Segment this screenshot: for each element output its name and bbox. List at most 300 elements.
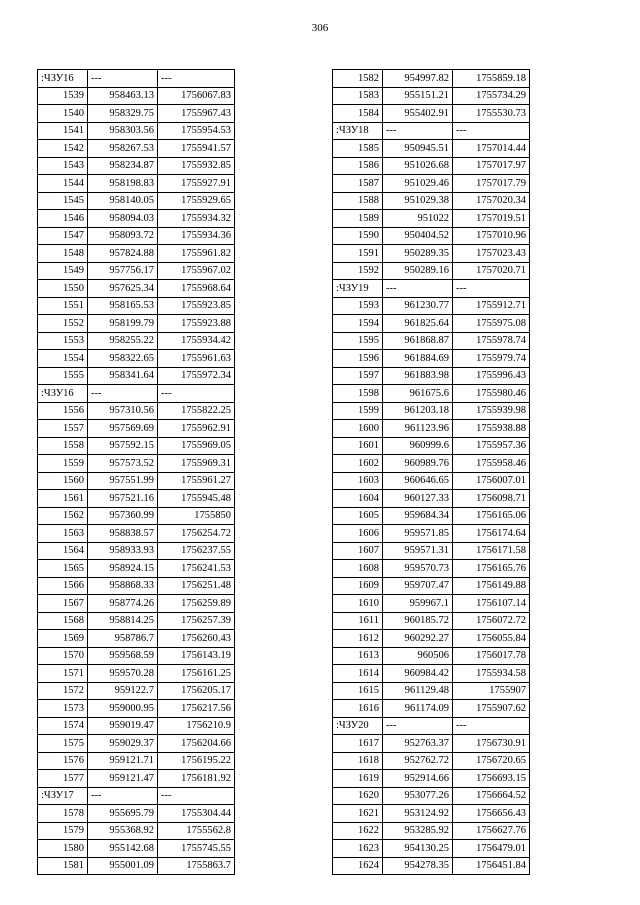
table-row [38,840,235,858]
y-cell: 1756479.01 [453,840,530,858]
point-number-cell: 1575 [38,735,88,753]
x-cell: 959967.1 [383,595,453,613]
point-number-cell: 1564 [38,542,88,560]
point-number-cell: 1608 [333,560,383,578]
y-cell: 1755967.43 [158,105,235,123]
x-cell: 953124.92 [383,805,453,823]
y-cell: 1756260.43 [158,630,235,648]
point-number-cell: 1588 [333,192,383,210]
x-cell: 951022 [383,210,453,228]
table-row [333,245,530,263]
table-row [38,437,235,455]
point-number-cell: 1582 [333,70,383,88]
y-cell: 1755938.88 [453,420,530,438]
x-cell: 959121.71 [88,752,158,770]
point-number-cell: 1546 [38,210,88,228]
table-row [333,525,530,543]
table-row [38,577,235,595]
x-cell: 957573.52 [88,455,158,473]
y-cell: 1755954.53 [158,122,235,140]
point-number-cell: 1583 [333,87,383,105]
table-row [333,822,530,840]
y-cell: 1755961.63 [158,350,235,368]
x-cell: 958924.15 [88,560,158,578]
y-cell: 1756007.01 [453,472,530,490]
y-cell: 1755939.98 [453,402,530,420]
point-number-cell: 1552 [38,315,88,333]
point-number-cell: 1562 [38,507,88,525]
point-number-cell: 1550 [38,280,88,298]
point-number-cell: 1606 [333,525,383,543]
x-cell: 958255.22 [88,332,158,350]
y-cell: 1755975.08 [453,315,530,333]
x-cell: 955402.91 [383,105,453,123]
point-number-cell: 1600 [333,420,383,438]
point-number-cell: 1612 [333,630,383,648]
point-number-cell: 1540 [38,105,88,123]
section-header-row [38,787,235,805]
section-header-row [333,280,530,298]
table-row [333,752,530,770]
x-cell: 950289.16 [383,262,453,280]
y-cell: --- [453,717,530,735]
x-cell: 957569.69 [88,420,158,438]
y-cell: 1755961.82 [158,245,235,263]
table-row [38,105,235,123]
y-cell: 1755907 [453,682,530,700]
x-cell: 960646.65 [383,472,453,490]
point-number-cell: 1555 [38,367,88,385]
y-cell: 1756181.92 [158,770,235,788]
table-row [38,770,235,788]
x-cell: 958093.72 [88,227,158,245]
x-cell: 961868.87 [383,332,453,350]
point-number-cell: 1596 [333,350,383,368]
point-number-cell: 1615 [333,682,383,700]
point-number-cell: 1601 [333,437,383,455]
point-number-cell: 1617 [333,735,383,753]
x-cell: 958868.33 [88,577,158,595]
point-number-cell: 1566 [38,577,88,595]
y-cell: 1757014.44 [453,140,530,158]
table-row [38,350,235,368]
section-label: :ЧЗУ17 [38,787,88,805]
x-cell: 959684.34 [383,507,453,525]
y-cell: 1756067.83 [158,87,235,105]
x-cell: 957592.15 [88,437,158,455]
coordinates-table-right [332,69,530,875]
point-number-cell: 1622 [333,822,383,840]
point-number-cell: 1559 [38,455,88,473]
table-row [38,822,235,840]
point-number-cell: 1574 [38,717,88,735]
table-row [333,315,530,333]
x-cell: 958786.7 [88,630,158,648]
x-cell: 960185.72 [383,612,453,630]
x-cell: 959000.95 [88,700,158,718]
point-number-cell: 1609 [333,577,383,595]
table-row [38,297,235,315]
x-cell: 961675.6 [383,385,453,403]
table-row [333,665,530,683]
y-cell: 1755822.25 [158,402,235,420]
x-cell: --- [383,280,453,298]
x-cell: 958774.26 [88,595,158,613]
table-row [333,507,530,525]
point-number-cell: 1554 [38,350,88,368]
table-row [38,630,235,648]
table-row [333,227,530,245]
point-number-cell: 1557 [38,420,88,438]
point-number-cell: 1589 [333,210,383,228]
x-cell: 957310.56 [88,402,158,420]
point-number-cell: 1585 [333,140,383,158]
x-cell: 955368.92 [88,822,158,840]
point-number-cell: 1570 [38,647,88,665]
y-cell: 1756210.9 [158,717,235,735]
point-number-cell: 1563 [38,525,88,543]
y-cell: 1757019.51 [453,210,530,228]
table-row [38,612,235,630]
x-cell: 950289.35 [383,245,453,263]
table-row [333,472,530,490]
y-cell: 1756055.84 [453,630,530,648]
y-cell: --- [453,122,530,140]
y-cell: 1757017.97 [453,157,530,175]
table-row [38,682,235,700]
table-row [38,472,235,490]
y-cell: 1755923.85 [158,297,235,315]
x-cell: 961883.98 [383,367,453,385]
point-number-cell: 1581 [38,857,88,875]
point-number-cell: 1553 [38,332,88,350]
x-cell: 958234.87 [88,157,158,175]
x-cell: 961884.69 [383,350,453,368]
x-cell: 959019.47 [88,717,158,735]
point-number-cell: 1568 [38,612,88,630]
x-cell: 957625.34 [88,280,158,298]
x-cell: 958341.64 [88,367,158,385]
y-cell: 1755934.42 [158,332,235,350]
table-row [333,612,530,630]
x-cell: 960999.6 [383,437,453,455]
y-cell: 1756143.19 [158,647,235,665]
table-row [333,735,530,753]
x-cell: 957756.17 [88,262,158,280]
point-number-cell: 1592 [333,262,383,280]
x-cell: 958303.56 [88,122,158,140]
point-number-cell: 1623 [333,840,383,858]
point-number-cell: 1605 [333,507,383,525]
y-cell: 1755957.36 [453,437,530,455]
point-number-cell: 1621 [333,805,383,823]
x-cell: 955151.21 [383,87,453,105]
y-cell: 1757023.43 [453,245,530,263]
table-row [333,455,530,473]
x-cell: 955142.68 [88,840,158,858]
table-row [333,70,530,88]
x-cell: 952763.37 [383,735,453,753]
point-number-cell: 1591 [333,245,383,263]
y-cell: 1755972.34 [158,367,235,385]
x-cell: 952762.72 [383,752,453,770]
table-row [38,507,235,525]
x-cell: 954997.82 [383,70,453,88]
point-number-cell: 1551 [38,297,88,315]
table-row [38,420,235,438]
table-row [38,192,235,210]
x-cell: --- [88,787,158,805]
point-number-cell: 1611 [333,612,383,630]
y-cell: 1756664.52 [453,787,530,805]
table-row [333,385,530,403]
y-cell: 1756072.72 [453,612,530,630]
x-cell: 957360.99 [88,507,158,525]
point-number-cell: 1580 [38,840,88,858]
x-cell: 958267.53 [88,140,158,158]
y-cell: 1757020.71 [453,262,530,280]
table-row [333,630,530,648]
point-number-cell: 1543 [38,157,88,175]
table-row [38,857,235,875]
point-number-cell: 1616 [333,700,383,718]
y-cell: --- [158,70,235,88]
y-cell: 1755979.74 [453,350,530,368]
table-row [333,367,530,385]
point-number-cell: 1549 [38,262,88,280]
x-cell: 961174.09 [383,700,453,718]
table-row [333,140,530,158]
table-row [38,717,235,735]
y-cell: 1755907.62 [453,700,530,718]
point-number-cell: 1569 [38,630,88,648]
point-number-cell: 1539 [38,87,88,105]
point-number-cell: 1599 [333,402,383,420]
y-cell: 1755958.46 [453,455,530,473]
point-number-cell: 1573 [38,700,88,718]
x-cell: 957824.88 [88,245,158,263]
y-cell: 1756241.53 [158,560,235,578]
y-cell: 1755745.55 [158,840,235,858]
x-cell: --- [88,70,158,88]
x-cell: 950404.52 [383,227,453,245]
point-number-cell: 1561 [38,490,88,508]
y-cell: 1755934.36 [158,227,235,245]
x-cell: 961203.18 [383,402,453,420]
table-row [38,455,235,473]
section-label: :ЧЗУ18 [333,122,383,140]
y-cell: 1755961.27 [158,472,235,490]
x-cell: 955695.79 [88,805,158,823]
section-label: :ЧЗУ19 [333,280,383,298]
point-number-cell: 1604 [333,490,383,508]
table-row [38,280,235,298]
table-row [333,262,530,280]
y-cell: 1755929.65 [158,192,235,210]
x-cell: 958814.25 [88,612,158,630]
table-row [333,297,530,315]
table-row [38,157,235,175]
table-row [333,175,530,193]
y-cell: 1756251.48 [158,577,235,595]
x-cell: 951029.38 [383,192,453,210]
point-number-cell: 1571 [38,665,88,683]
x-cell: 957551.99 [88,472,158,490]
x-cell: 958094.03 [88,210,158,228]
point-number-cell: 1572 [38,682,88,700]
y-cell: 1755734.29 [453,87,530,105]
point-number-cell: 1576 [38,752,88,770]
y-cell: 1755962.91 [158,420,235,438]
x-cell: 950945.51 [383,140,453,158]
table-row [38,525,235,543]
y-cell: 1756171.58 [453,542,530,560]
y-cell: 1756257.39 [158,612,235,630]
table-row [38,175,235,193]
table-row [333,542,530,560]
x-cell: 953285.92 [383,822,453,840]
y-cell: 1755927.91 [158,175,235,193]
x-cell: 957521.16 [88,490,158,508]
y-cell: 1756165.06 [453,507,530,525]
point-number-cell: 1587 [333,175,383,193]
x-cell: --- [383,122,453,140]
y-cell: 1755304.44 [158,805,235,823]
table-row [333,210,530,228]
y-cell: 1755980.46 [453,385,530,403]
table-row [333,805,530,823]
y-cell: 1755934.32 [158,210,235,228]
x-cell: 958198.83 [88,175,158,193]
x-cell: 958165.53 [88,297,158,315]
point-number-cell: 1597 [333,367,383,385]
table-row [333,787,530,805]
y-cell: 1756627.76 [453,822,530,840]
y-cell: 1756205.17 [158,682,235,700]
y-cell: --- [158,787,235,805]
point-number-cell: 1603 [333,472,383,490]
y-cell: 1756217.56 [158,700,235,718]
x-cell: 960127.33 [383,490,453,508]
x-cell: 954130.25 [383,840,453,858]
point-number-cell: 1586 [333,157,383,175]
table-row [333,87,530,105]
point-number-cell: 1547 [38,227,88,245]
point-number-cell: 1620 [333,787,383,805]
x-cell: 958329.75 [88,105,158,123]
table-row [38,700,235,718]
y-cell: 1755996.43 [453,367,530,385]
point-number-cell: 1565 [38,560,88,578]
point-number-cell: 1579 [38,822,88,840]
y-cell: 1756195.22 [158,752,235,770]
y-cell: 1755969.05 [158,437,235,455]
y-cell: 1756720.65 [453,752,530,770]
point-number-cell: 1614 [333,665,383,683]
x-cell: 959571.85 [383,525,453,543]
y-cell: 1755863.7 [158,857,235,875]
x-cell: 960984.42 [383,665,453,683]
y-cell: 1756693.15 [453,770,530,788]
table-row [333,105,530,123]
section-label: :ЧЗУ16 [38,70,88,88]
x-cell: 958322.65 [88,350,158,368]
y-cell: 1757017.79 [453,175,530,193]
table-row [38,665,235,683]
point-number-cell: 1624 [333,857,383,875]
table-row [333,770,530,788]
point-number-cell: 1578 [38,805,88,823]
point-number-cell: 1590 [333,227,383,245]
y-cell: 1755859.18 [453,70,530,88]
y-cell: 1755912.71 [453,297,530,315]
y-cell: 1755923.88 [158,315,235,333]
y-cell: 1755968.64 [158,280,235,298]
point-number-cell: 1541 [38,122,88,140]
y-cell: 1756165.76 [453,560,530,578]
x-cell: --- [88,385,158,403]
y-cell: 1756656.43 [453,805,530,823]
y-cell: 1755969.31 [158,455,235,473]
y-cell: 1756730.91 [453,735,530,753]
table-row [333,437,530,455]
table-row [38,140,235,158]
table-row [38,245,235,263]
point-number-cell: 1548 [38,245,88,263]
table-row [38,227,235,245]
x-cell: 951026.68 [383,157,453,175]
x-cell: 959570.73 [383,560,453,578]
table-row [38,735,235,753]
section-header-row [333,122,530,140]
table-row [333,857,530,875]
table-row [333,700,530,718]
page-number: 306 [311,22,329,34]
y-cell: 1756161.25 [158,665,235,683]
table-row [333,332,530,350]
y-cell: 1755967.02 [158,262,235,280]
point-number-cell: 1542 [38,140,88,158]
table-row [38,122,235,140]
y-cell: --- [158,385,235,403]
point-number-cell: 1556 [38,402,88,420]
x-cell: 951029.46 [383,175,453,193]
table-row [333,402,530,420]
x-cell: 961123.96 [383,420,453,438]
table-row [38,542,235,560]
x-cell: 959568.59 [88,647,158,665]
table-row [333,595,530,613]
point-number-cell: 1594 [333,315,383,333]
table-row [38,647,235,665]
y-cell: --- [453,280,530,298]
y-cell: 1756107.14 [453,595,530,613]
point-number-cell: 1558 [38,437,88,455]
x-cell: 952914.66 [383,770,453,788]
section-label: :ЧЗУ16 [38,385,88,403]
y-cell: 1756174.64 [453,525,530,543]
table-row [38,560,235,578]
x-cell: --- [383,717,453,735]
point-number-cell: 1607 [333,542,383,560]
table-row [333,647,530,665]
y-cell: 1756098.71 [453,490,530,508]
y-cell: 1756259.89 [158,595,235,613]
x-cell: 955001.09 [88,857,158,875]
y-cell: 1757010.96 [453,227,530,245]
table-row [333,840,530,858]
table-row [38,210,235,228]
